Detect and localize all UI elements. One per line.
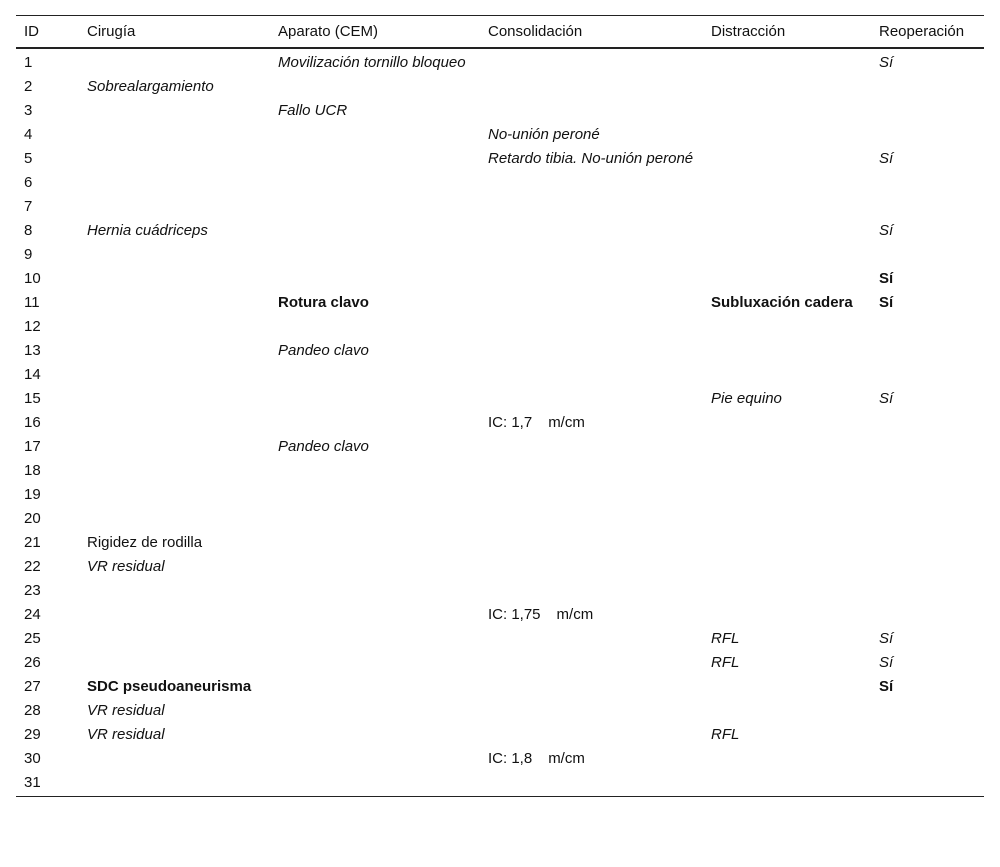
cell-reoperacion: Sí: [879, 654, 894, 671]
cell-distraccion: [703, 363, 871, 387]
cell-aparato: Pandeo clavo: [278, 342, 369, 359]
cell-distraccion: [703, 555, 871, 579]
table-row: [16, 459, 984, 483]
cell-id: 30: [24, 750, 41, 767]
table-row: [16, 699, 984, 723]
cell-value: IC: 1,8: [488, 750, 533, 767]
cell-reoperacion: [871, 555, 984, 579]
cell-distraccion: [703, 171, 871, 195]
table-row: [16, 603, 984, 627]
cell-consolidacion: [480, 531, 703, 555]
cell-reoperacion: [871, 483, 984, 507]
cell-distraccion: [703, 531, 871, 555]
cell-id: 8: [24, 222, 33, 239]
cell-reoperacion: [871, 579, 984, 603]
cell-id: 12: [24, 318, 41, 335]
table-row: [16, 243, 984, 267]
cell-aparato: Fallo UCR: [278, 102, 348, 119]
cell-aparato: [270, 171, 480, 195]
cell-id: 14: [24, 366, 41, 383]
cell-aparato: [270, 315, 480, 339]
cell-cirugia: Sobrealargamiento: [87, 78, 214, 95]
cell-cirugia: [79, 747, 270, 771]
cell-consolidacion: [480, 555, 703, 579]
cell-cirugia: VR residual: [87, 702, 165, 719]
cell-id: 13: [24, 342, 41, 359]
cell-consolidacion: [480, 339, 703, 363]
cell-distraccion: [703, 123, 871, 147]
cell-cirugia: [79, 48, 270, 75]
cell-id: 20: [24, 510, 41, 527]
table-row: [16, 507, 984, 531]
cell-id: 17: [24, 438, 41, 455]
cell-id: 7: [24, 198, 33, 215]
table-row: [16, 747, 984, 771]
header-distraccion: Distracción: [703, 16, 871, 49]
cell-cirugia: Hernia cuádriceps: [87, 222, 208, 239]
cell-distraccion: [703, 675, 871, 699]
cell-consolidacion: [480, 435, 703, 459]
cell-id: 19: [24, 486, 41, 503]
table-row: [16, 147, 984, 171]
cell-reoperacion: [871, 435, 984, 459]
cell-distraccion: [703, 195, 871, 219]
cell-reoperacion: Sí: [879, 678, 894, 695]
cell-cirugia: [79, 315, 270, 339]
table-row: [16, 435, 984, 459]
table-row: [16, 531, 984, 555]
cell-reoperacion: Sí: [879, 270, 894, 287]
cell-cirugia: VR residual: [87, 726, 165, 743]
cell-distraccion: [703, 219, 871, 243]
cell-aparato: [270, 195, 480, 219]
header-row: [16, 16, 984, 49]
cell-reoperacion: Sí: [879, 150, 894, 167]
cell-id: 6: [24, 174, 33, 191]
cell-id: 25: [24, 630, 41, 647]
cell-reoperacion: [871, 531, 984, 555]
cell-distraccion: [703, 747, 871, 771]
cell-reoperacion: Sí: [879, 222, 894, 239]
cell-cirugia: SDC pseudoaneurisma: [87, 678, 252, 695]
cell-reoperacion: [871, 771, 984, 797]
cell-cirugia: [79, 267, 270, 291]
cell-distraccion: [703, 315, 871, 339]
cell-distraccion: [703, 99, 871, 123]
cell-consolidacion: [480, 723, 703, 747]
cell-reoperacion: [871, 123, 984, 147]
cell-aparato: [270, 483, 480, 507]
cell-distraccion: Subluxación cadera: [711, 294, 853, 311]
cell-aparato: [270, 651, 480, 675]
cell-aparato: Pandeo clavo: [278, 438, 369, 455]
cell-reoperacion: [871, 747, 984, 771]
cell-id: 23: [24, 582, 41, 599]
cell-unit: m/cm: [556, 606, 594, 623]
table-row: [16, 123, 984, 147]
cell-cirugia: [79, 243, 270, 267]
table-row: [16, 387, 984, 411]
cell-distraccion: [703, 75, 871, 99]
cell-aparato: [270, 75, 480, 99]
cell-cirugia: [79, 579, 270, 603]
cell-consolidacion: [480, 363, 703, 387]
cell-distraccion: RFL: [711, 630, 740, 647]
cell-consolidacion: Retardo tibia. No-unión peroné: [488, 150, 694, 167]
cell-reoperacion: [871, 507, 984, 531]
cell-id: 9: [24, 246, 33, 263]
cell-consolidacion: [480, 675, 703, 699]
cell-distraccion: [703, 243, 871, 267]
cell-value: IC: 1,7: [488, 414, 533, 431]
cell-consolidacion: [480, 771, 703, 797]
cell-aparato: [270, 267, 480, 291]
cell-consolidacion: [480, 411, 703, 435]
table-row: [16, 579, 984, 603]
cell-consolidacion: [480, 75, 703, 99]
cell-value: IC: 1,75: [488, 606, 541, 623]
cell-id: 24: [24, 606, 41, 623]
cell-consolidacion: [480, 171, 703, 195]
cell-consolidacion: [480, 267, 703, 291]
cell-cirugia: [79, 147, 270, 171]
cell-cirugia: [79, 339, 270, 363]
cell-id: 5: [24, 150, 33, 167]
cell-aparato: [270, 627, 480, 651]
cell-id: 4: [24, 126, 33, 143]
table-row: [16, 315, 984, 339]
cell-cirugia: [79, 627, 270, 651]
cell-cirugia: [79, 291, 270, 315]
cell-distraccion: [703, 459, 871, 483]
cell-aparato: [270, 123, 480, 147]
cell-id: 26: [24, 654, 41, 671]
cell-cirugia: [79, 123, 270, 147]
cell-cirugia: [79, 483, 270, 507]
cell-consolidacion: [480, 651, 703, 675]
cell-id: 15: [24, 390, 41, 407]
cell-id: 3: [24, 102, 33, 119]
cell-id: 1: [24, 54, 33, 71]
cell-aparato: Rotura clavo: [278, 294, 369, 311]
cell-reoperacion: [871, 699, 984, 723]
cell-consolidacion: [480, 48, 703, 75]
cell-consolidacion: [480, 747, 703, 771]
cell-distraccion: [703, 507, 871, 531]
cell-cirugia: [79, 411, 270, 435]
header-consolidacion: Consolidación: [480, 16, 703, 49]
cell-reoperacion: [871, 723, 984, 747]
cell-unit: m/cm: [548, 414, 585, 431]
cell-id: 18: [24, 462, 41, 479]
cell-id: 2: [24, 78, 33, 95]
cell-aparato: [270, 579, 480, 603]
cell-consolidacion: [480, 315, 703, 339]
cell-cirugia: Rigidez de rodilla: [87, 534, 203, 551]
cell-aparato: [270, 675, 480, 699]
cell-cirugia: [79, 771, 270, 797]
cell-aparato: [270, 507, 480, 531]
cell-reoperacion: [871, 99, 984, 123]
cell-distraccion: [703, 339, 871, 363]
cell-cirugia: [79, 171, 270, 195]
cell-id: 27: [24, 678, 41, 695]
table-row: [16, 48, 984, 75]
table-row: [16, 75, 984, 99]
cell-cirugia: VR residual: [87, 558, 165, 575]
cell-aparato: [270, 555, 480, 579]
cell-aparato: [270, 771, 480, 797]
cell-cirugia: [79, 363, 270, 387]
cell-reoperacion: Sí: [879, 390, 894, 407]
cell-aparato: [270, 363, 480, 387]
cell-distraccion: [703, 603, 871, 627]
cell-aparato: [270, 747, 480, 771]
table-row: [16, 99, 984, 123]
cell-unit: m/cm: [548, 750, 585, 767]
cell-aparato: [270, 387, 480, 411]
table-row: [16, 651, 984, 675]
table-header: [16, 16, 984, 49]
cell-distraccion: Pie equino: [711, 390, 782, 407]
cell-reoperacion: [871, 411, 984, 435]
cell-reoperacion: [871, 339, 984, 363]
cell-id: 11: [24, 294, 40, 311]
cell-cirugia: [79, 387, 270, 411]
cell-consolidacion: No-unión peroné: [488, 126, 600, 143]
table-row: [16, 771, 984, 797]
cell-distraccion: [703, 435, 871, 459]
cell-distraccion: [703, 699, 871, 723]
cell-consolidacion: [480, 699, 703, 723]
cell-aparato: Movilización tornillo bloqueo: [278, 54, 466, 71]
cell-cirugia: [79, 99, 270, 123]
cell-id: 21: [24, 534, 41, 551]
header-reoperacion: Reoperación: [871, 16, 984, 49]
table-row: [16, 627, 984, 651]
table-row: [16, 675, 984, 699]
cell-distraccion: [703, 48, 871, 75]
cell-reoperacion: [871, 243, 984, 267]
cell-distraccion: [703, 267, 871, 291]
cell-distraccion: [703, 483, 871, 507]
cell-aparato: [270, 459, 480, 483]
cell-cirugia: [79, 651, 270, 675]
cell-consolidacion: [480, 219, 703, 243]
cell-distraccion: RFL: [711, 726, 740, 743]
cell-reoperacion: [871, 75, 984, 99]
header-cirugia: Cirugía: [79, 16, 270, 49]
cell-consolidacion: [480, 507, 703, 531]
cell-consolidacion: [480, 579, 703, 603]
table-row: [16, 339, 984, 363]
cell-id: 22: [24, 558, 41, 575]
table-row: [16, 195, 984, 219]
complications-table: [16, 15, 984, 797]
cell-aparato: [270, 531, 480, 555]
complications-table-container: [16, 15, 984, 797]
cell-reoperacion: [871, 171, 984, 195]
table-row: [16, 363, 984, 387]
table-row: [16, 555, 984, 579]
cell-aparato: [270, 699, 480, 723]
cell-reoperacion: [871, 195, 984, 219]
cell-reoperacion: Sí: [879, 294, 894, 311]
header-aparato: Aparato (CEM): [270, 16, 480, 49]
cell-consolidacion: [480, 291, 703, 315]
table-row: [16, 267, 984, 291]
cell-distraccion: [703, 771, 871, 797]
cell-consolidacion: [480, 195, 703, 219]
cell-cirugia: [79, 603, 270, 627]
cell-cirugia: [79, 507, 270, 531]
cell-reoperacion: [871, 603, 984, 627]
cell-id: 28: [24, 702, 41, 719]
cell-distraccion: [703, 411, 871, 435]
cell-aparato: [270, 723, 480, 747]
cell-reoperacion: Sí: [879, 630, 894, 647]
cell-consolidacion: [480, 99, 703, 123]
table-row: [16, 291, 984, 315]
cell-consolidacion: [480, 483, 703, 507]
cell-distraccion: [703, 147, 871, 171]
cell-cirugia: [79, 435, 270, 459]
cell-id: 16: [24, 414, 41, 431]
cell-consolidacion: [480, 459, 703, 483]
cell-cirugia: [79, 195, 270, 219]
cell-aparato: [270, 219, 480, 243]
table-row: [16, 411, 984, 435]
cell-aparato: [270, 147, 480, 171]
cell-reoperacion: [871, 363, 984, 387]
cell-id: 31: [16, 771, 79, 797]
cell-id: 29: [24, 726, 41, 743]
table-row: [16, 483, 984, 507]
cell-aparato: [270, 411, 480, 435]
table-row: [16, 219, 984, 243]
cell-consolidacion: [480, 243, 703, 267]
cell-consolidacion: [480, 603, 703, 627]
table-row: [16, 723, 984, 747]
table-body: [16, 48, 984, 797]
cell-reoperacion: [871, 315, 984, 339]
table-row: [16, 171, 984, 195]
cell-reoperacion: [871, 459, 984, 483]
cell-cirugia: [79, 459, 270, 483]
cell-aparato: [270, 243, 480, 267]
cell-distraccion: RFL: [711, 654, 740, 671]
cell-distraccion: [703, 579, 871, 603]
cell-consolidacion: [480, 627, 703, 651]
cell-reoperacion: Sí: [879, 54, 894, 71]
cell-aparato: [270, 603, 480, 627]
cell-id: 10: [24, 270, 41, 287]
header-id: ID: [16, 16, 79, 49]
cell-consolidacion: [480, 387, 703, 411]
